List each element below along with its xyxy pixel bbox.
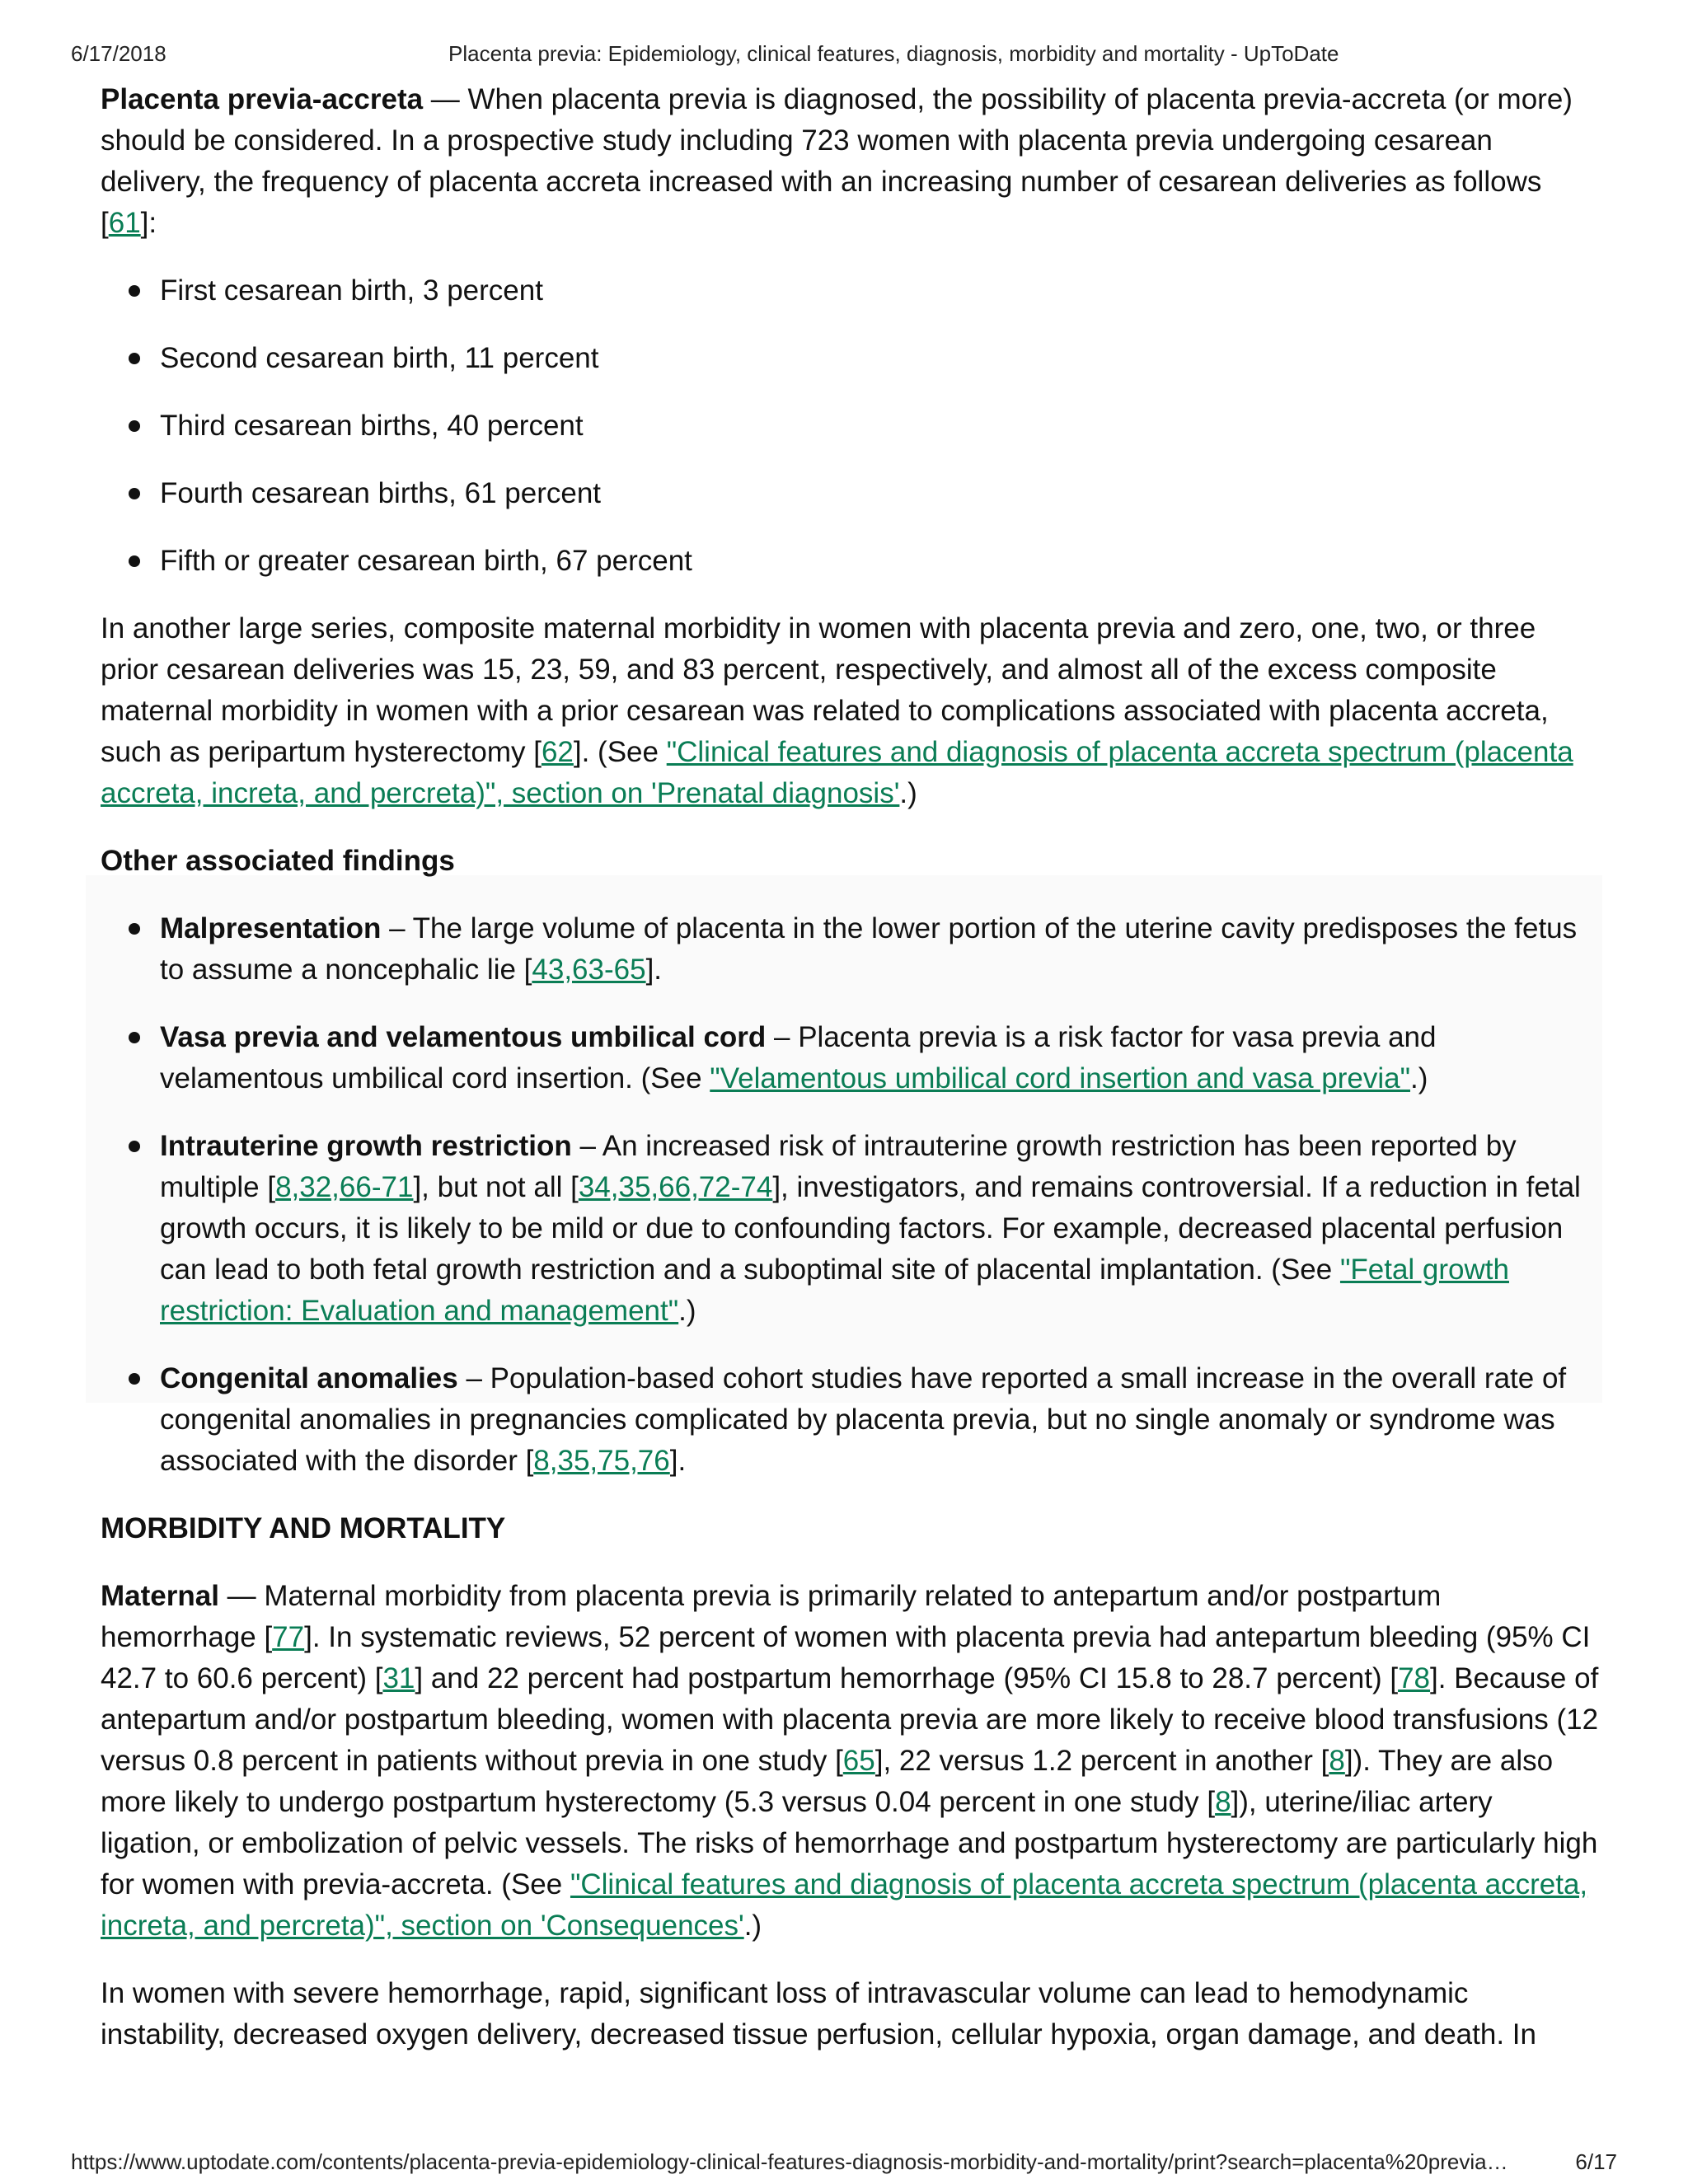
print-header-title: Placenta previa: Epidemiology, clinical features, diagnosis, morbidity and mortality - UpToDate xyxy=(448,41,1339,66)
ref-62-link[interactable]: 62 xyxy=(541,736,574,768)
findings-list xyxy=(101,908,1599,1482)
ref-8-32-66-71-link[interactable]: 8,32,66-71 xyxy=(275,1171,414,1203)
list-item: Fifth or greater cesarean birth, 67 percent xyxy=(101,541,1599,582)
fetal-growth-restriction-link[interactable]: "Fetal growth restriction: Evaluation and management" xyxy=(160,1254,1509,1327)
text: ] and 22 percent had postpartum hemorrhage (95% CI 15.8 to 28.7 percent) [ xyxy=(415,1662,1399,1694)
text: .) xyxy=(743,1910,762,1942)
text: – An increased risk of intrauterine growth restriction has been reported by multiple [ xyxy=(160,1130,1517,1203)
article-body xyxy=(101,79,1599,2055)
maternal-title: Maternal xyxy=(101,1580,219,1612)
iugr-item xyxy=(101,1126,1599,1332)
malpresentation-title: Malpresentation xyxy=(160,912,382,944)
vasa-previa-link[interactable]: "Velamentous umbilical cord insertion and vasa previa" xyxy=(710,1062,1411,1094)
ref-34-35-66-72-74-link[interactable]: 34,35,66,72-74 xyxy=(578,1171,773,1203)
ref-8-link[interactable]: 8 xyxy=(1329,1745,1345,1777)
ref-31-link[interactable]: 31 xyxy=(382,1662,415,1694)
ref-8-link[interactable]: 8 xyxy=(1215,1786,1231,1818)
congenital-anomalies-item xyxy=(101,1358,1599,1482)
text: ]), uterine/iliac artery ligation, or embolization of pelvic vessels. The risks of hemorrhage and postpartum hysterectomy are particularly high for women with previa-accreta. (See xyxy=(101,1786,1598,1900)
text: ], investigators, and remains controversial. If a reduction in fetal growth occurs, it is likely to be mild or due to confounding factors. For example, decreased placental perfusion can lead to both fetal growth restriction and a suboptimal site of placental implantation. (See xyxy=(160,1171,1581,1286)
text: .) xyxy=(678,1295,696,1327)
vasa-previa-title: Vasa previa and velamentous umbilical cord xyxy=(160,1021,767,1053)
composite-morbidity-paragraph xyxy=(101,608,1599,814)
accreta-intro-end: ]: xyxy=(140,207,157,239)
ref-77-link[interactable]: 77 xyxy=(272,1621,305,1653)
prenatal-diagnosis-link[interactable]: "Clinical features and diagnosis of placenta accreta spectrum (placenta accreta, increta, and percreta)", section on 'Prenatal diagnosis' xyxy=(101,736,1573,809)
text: ]. In systematic reviews, 52 percent of women with placenta previa had antepartum bleeding (95% CI 42.7 to 60.6 percent) [ xyxy=(101,1621,1591,1694)
accreta-intro: — When placenta previa is diagnosed, the possibility of placenta previa-accreta (or more) should be considered. In a prospective study including 723 women with placenta previa undergoing cesarean delivery, the frequency of placenta accreta increased with an increasing number of cesarean deliveries as follows [ xyxy=(101,83,1573,239)
print-date: 6/17/2018 xyxy=(71,41,166,66)
text: – Population-based cohort studies have reported a small increase in the overall rate of congenital anomalies in pregnancies complicated by placenta previa, but no single anomaly or syndrome was associated with the disorder [ xyxy=(160,1362,1567,1477)
text: – The large volume of placenta in the lower portion of the uterine cavity predisposes the fetus to assume a noncephalic lie [ xyxy=(160,912,1578,986)
page-number: 6/17 xyxy=(1575,2149,1617,2174)
list-item: First cesarean birth, 3 percent xyxy=(101,270,1599,312)
text: .) xyxy=(1410,1062,1428,1094)
malpresentation-item xyxy=(101,908,1599,991)
text: — Maternal morbidity from placenta previa is primarily related to antepartum and/or postpartum hemorrhage [ xyxy=(101,1580,1442,1653)
text: ]. xyxy=(669,1445,687,1477)
consequences-link[interactable]: "Clinical features and diagnosis of placenta accreta spectrum (placenta accreta, increta, and percreta)", section on 'Consequences' xyxy=(101,1868,1588,1942)
text: ]. Because of antepartum and/or postpartum bleeding, women with placenta previa are more likely to receive blood transfusions (12 versus 0.8 percent in patients without previa in one study [ xyxy=(101,1662,1599,1777)
ref-78-link[interactable]: 78 xyxy=(1398,1662,1430,1694)
ref-8-35-75-76-link[interactable]: 8,35,75,76 xyxy=(533,1445,670,1477)
vasa-previa-item xyxy=(101,1017,1599,1099)
accreta-heading: Placenta previa-accreta xyxy=(101,83,424,115)
list-item: Third cesarean births, 40 percent xyxy=(101,405,1599,447)
accreta-paragraph xyxy=(101,79,1599,244)
ref-65-link[interactable]: 65 xyxy=(842,1745,875,1777)
maternal-paragraph xyxy=(101,1576,1599,1947)
print-footer-url: https://www.uptodate.com/contents/placenta-previa-epidemiology-clinical-features-diagnosis-morbidity-and-mortality/print?search=placenta%20previa… xyxy=(71,2149,1508,2174)
list-item: Fourth cesarean births, 61 percent xyxy=(101,473,1599,514)
cesarean-frequency-list xyxy=(101,270,1599,582)
ref-43-63-65-link[interactable]: 43,63-65 xyxy=(532,954,646,986)
text: ]. (See xyxy=(573,736,667,768)
congenital-anomalies-title: Congenital anomalies xyxy=(160,1362,458,1394)
hemorrhage-paragraph: In women with severe hemorrhage, rapid, significant loss of intravascular volume can lead to hemodynamic instability, decreased oxygen delivery, decreased tissue perfusion, cellular hypoxia, organ damage, and death. In xyxy=(101,1977,1536,2050)
text: – Placenta previa is a risk factor for vasa previa and velamentous umbilical cord insertion. (See xyxy=(160,1021,1437,1094)
morbidity-mortality-heading: MORBIDITY AND MORTALITY xyxy=(101,1512,506,1544)
list-item: Second cesarean birth, 11 percent xyxy=(101,338,1599,379)
text: In another large series, composite maternal morbidity in women with placenta previa and zero, one, two, or three prior cesarean deliveries was 15, 23, 59, and 83 percent, respectively, and almost all of the excess composite maternal morbidity in women with a prior cesarean was related to complications associated with placenta accreta, such as peripartum hysterectomy [ xyxy=(101,612,1549,768)
text: .) xyxy=(899,777,917,809)
text: ]). They are also more likely to undergo postpartum hysterectomy (5.3 versus 0.04 percent in one study [ xyxy=(101,1745,1554,1818)
findings-heading: Other associated findings xyxy=(101,845,455,877)
ref-61-link[interactable]: 61 xyxy=(108,207,141,239)
text: ], but not all [ xyxy=(413,1171,579,1203)
text: ], 22 versus 1.2 percent in another [ xyxy=(874,1745,1329,1777)
text: ]. xyxy=(645,954,663,986)
iugr-title: Intrauterine growth restriction xyxy=(160,1130,572,1162)
